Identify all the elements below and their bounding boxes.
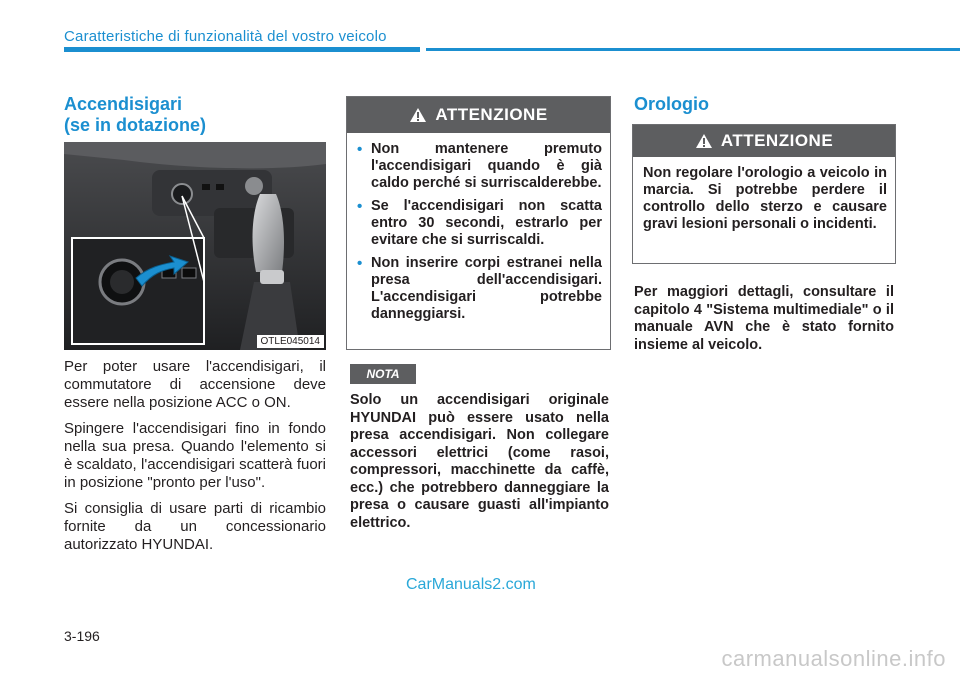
paragraph: Spingere l'accendisigari fino in fondo nella sua presa. Quando l'elemento si è scaldato, l'accendisigari scatterà fuori in posizione "pronto per l'uso". [64,420,326,491]
warning-header [633,125,895,157]
note-text: Solo un accendisigari originale HYUNDAI può essere usato nella presa accendisigari. Non collegare accessori elettrici (come rasoi, compressori, macchinette da caffè, ecc.) che potrebbero danneggiare la presa o causare guasti all'impianto elettrico. [350,392,609,531]
warning-item-text: Se l'accendisigari non scatta entro 30 secondi, estrarlo per evitare che si surriscaldi. [371,198,602,248]
console-illustration [64,142,326,350]
clock-paragraph: Per maggiori dettagli, consultare il capitolo 4 "Sistema multimediale" o il manuale AVN che è stato fornito insieme al veicolo. [634,284,894,353]
note-badge: NOTA [350,364,416,384]
center-watermark: CarManuals2.com [406,576,536,593]
header-rule-thin [426,48,960,51]
header-title: Caratteristiche di funzionalità del vostro veicolo [64,28,387,45]
clock-title: Orologio [634,94,709,114]
bullet-icon: • [357,255,363,272]
clock-warning-box [632,124,896,264]
header-rule-thick [64,47,420,52]
paragraph: Si consiglia di usare parti di ricambio fornite da un concessionario autorizzato HYUNDAI. [64,500,326,553]
page-number: 3-196 [64,628,100,644]
warning-item [357,255,602,323]
warning-title: ATTENZIONE [435,105,548,124]
cigarette-lighter-title-line1: Accendisigari [64,94,183,114]
bullet-icon: • [357,198,363,215]
warning-title: ATTENZIONE [720,131,834,150]
cigarette-lighter-photo [64,142,326,350]
warning-text: Non regolare l'orologio a veicolo in marcia. Si potrebbe perdere il controllo dello sterzo e causare gravi lesioni personali o incidenti. [643,165,887,232]
bullet-icon: • [357,141,363,158]
warning-item-text: Non mantenere premuto l'accendisigari quando è già caldo perché si surriscalderebbe. [371,141,602,191]
warning-triangle-icon [409,107,427,123]
cigarette-lighter-title-line2: (se in dotazione) [64,115,207,135]
warning-item [357,141,602,192]
cigarette-lighter-title [64,94,206,136]
lighter-warning-box [346,96,611,350]
photo-caption: OTLE045014 [257,335,325,348]
warning-header [347,97,610,133]
warning-body [347,133,610,337]
corner-watermark: carmanualsonline.info [721,646,946,671]
paragraph: Per poter usare l'accendisigari, il commutatore di accensione deve essere nella posizione ACC o ON. [64,358,326,411]
warning-item [357,198,602,249]
cigarette-lighter-text [64,358,326,562]
warning-triangle-icon [695,133,713,149]
warning-item-text: Non inserire corpi estranei nella presa dell'accendisigari. L'accendisigari potrebbe danneggiarsi. [371,255,602,322]
